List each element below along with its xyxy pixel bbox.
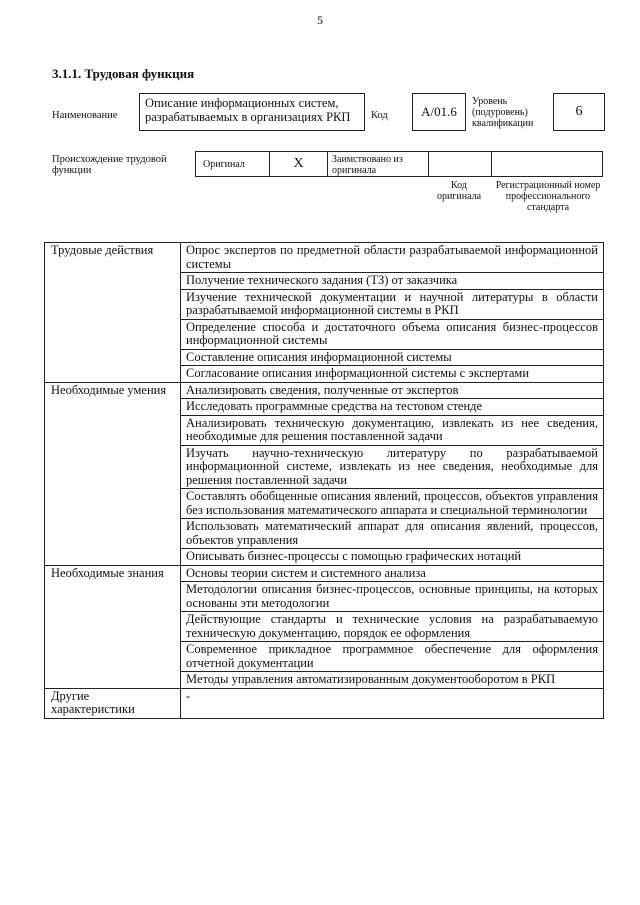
item-cell: Методологии описания бизнес-процессов, основные принципы, на которых основаны эти методологии bbox=[181, 582, 604, 612]
item-cell: Исследовать программные средства на тестовом стенде bbox=[181, 399, 604, 416]
category-title: Трудовые действия bbox=[51, 243, 154, 257]
item-cell: Использовать математический аппарат для описания явлений, процессов, объектов управления bbox=[181, 519, 604, 549]
item-cell: - bbox=[181, 688, 604, 718]
borrowed-label-cell bbox=[328, 152, 429, 176]
item-cell: Изучение технической документации и научной литературы в области разрабатываемой информационной системы в РКП bbox=[181, 289, 604, 319]
level-label: Уровень (подуровень) квалификации bbox=[472, 96, 534, 129]
item-cell: Составлять обобщенные описания явлений, процессов, объектов управления без использования математического аппарата и специальной терминологии bbox=[181, 489, 604, 519]
level-value: 6 bbox=[575, 104, 583, 119]
origin-label: Происхождение трудовой функции bbox=[52, 154, 167, 176]
origin-row bbox=[195, 151, 603, 177]
item-cell: Составление описания информационной системы bbox=[181, 349, 604, 366]
table-row bbox=[45, 688, 604, 718]
item-cell: Получение технического задания (ТЗ) от заказчика bbox=[181, 273, 604, 290]
item-cell: Основы теории систем и системного анализа bbox=[181, 565, 604, 582]
category-cell bbox=[45, 243, 181, 383]
function-name-box bbox=[139, 93, 365, 131]
table-row bbox=[45, 243, 604, 273]
reg-number-cell bbox=[492, 152, 602, 176]
category-title: Другие характеристики bbox=[51, 688, 135, 716]
original-label-cell bbox=[196, 152, 270, 176]
item-cell: Опрос экспертов по предметной области разрабатываемой информационной системы bbox=[181, 243, 604, 273]
original-mark-cell bbox=[270, 152, 328, 176]
function-name-value: Описание информационных систем, разрабатываемых в организациях РКП bbox=[145, 96, 351, 124]
functions-table bbox=[44, 242, 604, 719]
item-cell: Изучать научно-техническую литературу по разрабатываемой информационной системе, извлекать из нее сведения, необходимые для решения поставленной задачи bbox=[181, 445, 604, 489]
name-label: Наименование bbox=[52, 110, 118, 121]
level-box bbox=[553, 93, 605, 131]
table-row bbox=[45, 565, 604, 582]
code-caption: Код оригинала bbox=[436, 180, 482, 202]
table-row bbox=[45, 382, 604, 399]
code-box bbox=[412, 93, 466, 131]
code-label: Код bbox=[371, 110, 388, 121]
item-cell: Согласование описания информационной системы с экспертами bbox=[181, 366, 604, 383]
item-cell: Методы управления автоматизированным документооборотом в РКП bbox=[181, 672, 604, 689]
page-number: 5 bbox=[317, 13, 323, 27]
borrowed-label: Заимствовано из оригинала bbox=[332, 154, 403, 176]
section-title: 3.1.1. Трудовая функция bbox=[52, 66, 195, 81]
category-cell bbox=[45, 688, 181, 718]
original-code-cell bbox=[429, 152, 492, 176]
category-title: Необходимые умения bbox=[51, 382, 167, 397]
category-title: Необходимые знания bbox=[51, 565, 164, 580]
item-cell: Действующие стандарты и технические условия на разрабатываемую техническую документацию, порядок ее оформления bbox=[181, 612, 604, 642]
item-cell: Определение способа и достаточного объема описания бизнес-процессов информационной системы bbox=[181, 319, 604, 349]
item-cell: Анализировать сведения, полученные от экспертов bbox=[181, 382, 604, 399]
category-cell bbox=[45, 565, 181, 688]
original-mark: X bbox=[293, 156, 304, 171]
reg-caption: Регистрационный номер профессионального стандарта bbox=[495, 180, 601, 213]
item-cell: Описывать бизнес-процессы с помощью графических нотаций bbox=[181, 549, 604, 566]
item-cell: Современное прикладное программное обеспечение для оформления отчетной документации bbox=[181, 642, 604, 672]
item-cell: Анализировать техническую документацию, извлекать из нее сведения, необходимые для решения поставленной задачи bbox=[181, 415, 604, 445]
code-value: А/01.6 bbox=[421, 104, 457, 119]
category-cell bbox=[45, 382, 181, 565]
original-label: Оригинал bbox=[203, 159, 245, 170]
